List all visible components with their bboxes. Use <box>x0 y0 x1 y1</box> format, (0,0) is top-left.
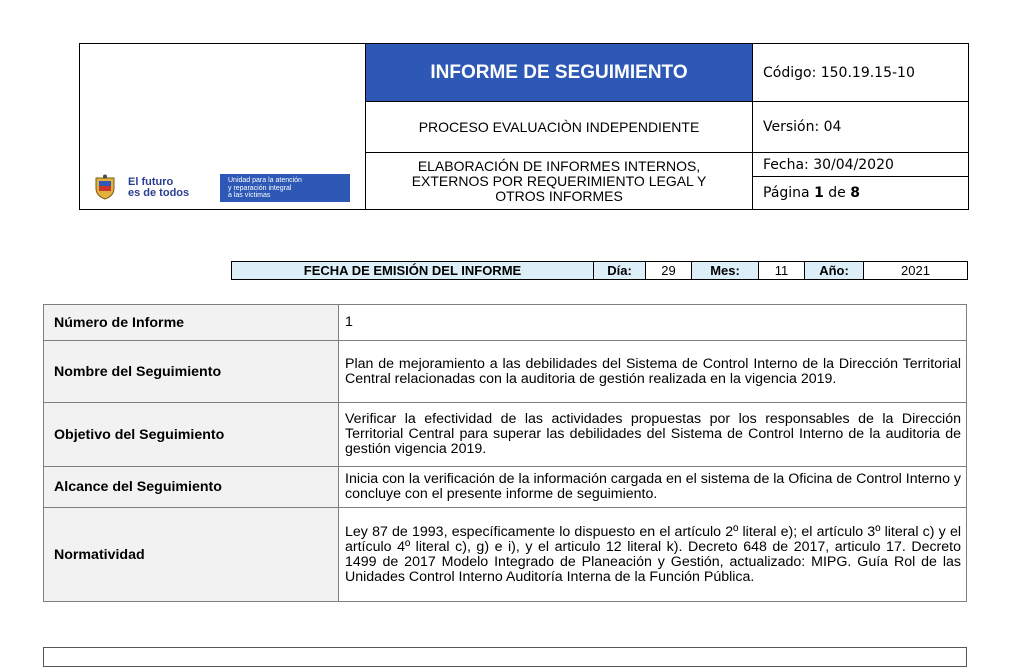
table-row <box>44 341 967 403</box>
document-version: Versión: 04 <box>752 102 968 153</box>
document-header <box>79 43 969 210</box>
table-row <box>44 467 967 508</box>
row-label: Normatividad <box>44 508 339 602</box>
row-value: 1 <box>339 305 967 341</box>
month-label: Mes: <box>692 262 759 279</box>
page-number: Página 1 de 8 <box>752 177 968 209</box>
row-label: Objetivo del Seguimiento <box>44 403 339 467</box>
document-title: INFORME DE SEGUIMIENTO <box>430 61 688 83</box>
row-label: Número de Informe <box>44 305 339 341</box>
next-section-box <box>43 647 967 667</box>
title-cell <box>366 44 752 102</box>
current-page: 1 <box>814 185 824 201</box>
subprocess-name: ELABORACIÓN DE INFORMES INTERNOS, EXTERNOS POR REQUERIMIENTO LEGAL Y OTROS INFORMES <box>411 157 707 204</box>
issue-date-row <box>231 261 968 280</box>
year-label: Año: <box>805 262 864 279</box>
month-value: 11 <box>759 262 805 279</box>
issue-date-label: FECHA DE EMISIÓN DEL INFORME <box>232 262 594 279</box>
logo-unit-name: Unidad para la atención y reparación integral a las víctimas <box>228 177 302 199</box>
row-value: Plan de mejoramiento a las debilidades del Sistema de Control Interno de la Dirección Territorial Central relacionadas con la auditoria de gestión realizada en la vigencia 2019. <box>339 341 967 403</box>
total-pages: 8 <box>850 185 860 201</box>
row-value: Verificar la efectividad de las actividades propuestas por los responsables de la Dirección Territorial Central para superar las debilidades del Sistema de Control Interno de la auditoria de gestión vigencia 2019. <box>339 403 967 467</box>
row-label: Alcance del Seguimiento <box>44 467 339 508</box>
table-row <box>44 403 967 467</box>
row-label: Nombre del Seguimiento <box>44 341 339 403</box>
logo-unit-band <box>220 174 350 202</box>
table-row <box>44 508 967 602</box>
report-info-table <box>43 304 967 602</box>
row-value: Ley 87 de 1993, específicamente lo dispuesto en el artículo 2º literal e); el artículo 3º literal c) y el artículo 4º literal c), g) e i), y el articulo 12 literal k). Decreto 648 de 2017, articulo 17. Decreto 1499 de 2017 Modelo Integrado de Planeación y Gestión, actualizado: MIPG. Guía Rol de las Unidades Control Interno Auditoría Interna de la Función Pública. <box>339 508 967 602</box>
government-logo <box>88 174 348 208</box>
document-date: Fecha: 30/04/2020 <box>752 153 968 177</box>
day-label: Día: <box>594 262 646 279</box>
day-value: 29 <box>646 262 692 279</box>
row-value: Inicia con la verificación de la información cargada en el sistema de la Oficina de Control Interno y concluye con el presente informe de seguimiento. <box>339 467 967 508</box>
year-value: 2021 <box>901 263 930 278</box>
coat-of-arms-icon <box>94 174 116 200</box>
table-row <box>44 305 967 341</box>
process-name: PROCESO EVALUACIÒN INDEPENDIENTE <box>366 102 752 153</box>
logo-slogan: El futuro es de todos <box>128 176 190 199</box>
logo-cell <box>80 44 366 209</box>
document-code: Código: 150.19.15-10 <box>752 44 968 102</box>
